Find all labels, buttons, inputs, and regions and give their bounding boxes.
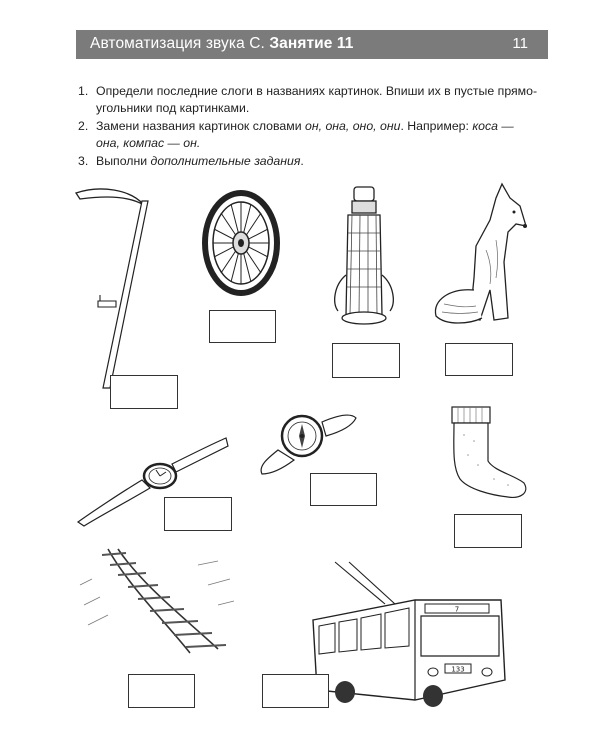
answer-box-sock[interactable] <box>454 514 522 548</box>
page-number: 11 <box>512 35 528 52</box>
answer-box-thermos[interactable] <box>332 343 400 378</box>
answer-box-watch[interactable] <box>164 497 232 531</box>
instruction-text: угольники под картинками. <box>96 101 250 115</box>
answer-box-scythe[interactable] <box>110 375 178 409</box>
instruction-item <box>78 118 538 152</box>
rails-picture <box>78 545 238 655</box>
answer-box-rails[interactable] <box>128 674 195 708</box>
instruction-text: . Например: <box>400 119 473 133</box>
instruction-text: Замени названия картинок словами <box>96 119 305 133</box>
instruction-item <box>78 83 538 117</box>
scythe-picture <box>70 183 170 393</box>
answer-box-fox[interactable] <box>445 343 513 376</box>
fox-picture <box>430 180 530 330</box>
trolleybus-picture <box>305 560 510 705</box>
instruction-text: Определи последние слоги в названиях картинок. Впиши их в пустые прямо- <box>96 84 538 98</box>
instruction-item <box>78 153 538 170</box>
thermos-picture <box>330 185 400 335</box>
example-text: коса — <box>472 119 514 133</box>
compass-picture <box>252 402 362 482</box>
instruction-number: 3. <box>78 154 89 168</box>
instructions-list <box>78 83 538 171</box>
instruction-number: 1. <box>78 84 89 98</box>
lesson-title-bold: Занятие 11 <box>269 35 354 52</box>
lesson-title-prefix: Автоматизация звука С. <box>90 35 270 52</box>
pronoun-words: он, она, оно, они <box>305 119 401 133</box>
instruction-text: Выполни <box>96 154 151 168</box>
extra-tasks-text: дополнительные задания <box>150 154 301 168</box>
wheel-picture <box>196 185 286 305</box>
lesson-title <box>90 35 354 53</box>
answer-box-wheel[interactable] <box>209 310 276 343</box>
instruction-text: . <box>300 154 304 168</box>
sock-picture <box>448 405 533 500</box>
license-plate: 133 <box>451 665 465 674</box>
route-sign: 7 <box>454 605 460 614</box>
example-text: она, компас — он. <box>96 136 201 150</box>
instruction-number: 2. <box>78 119 89 133</box>
header-bar <box>76 30 548 59</box>
answer-box-trolleybus[interactable] <box>262 674 329 708</box>
answer-box-compass[interactable] <box>310 473 377 506</box>
